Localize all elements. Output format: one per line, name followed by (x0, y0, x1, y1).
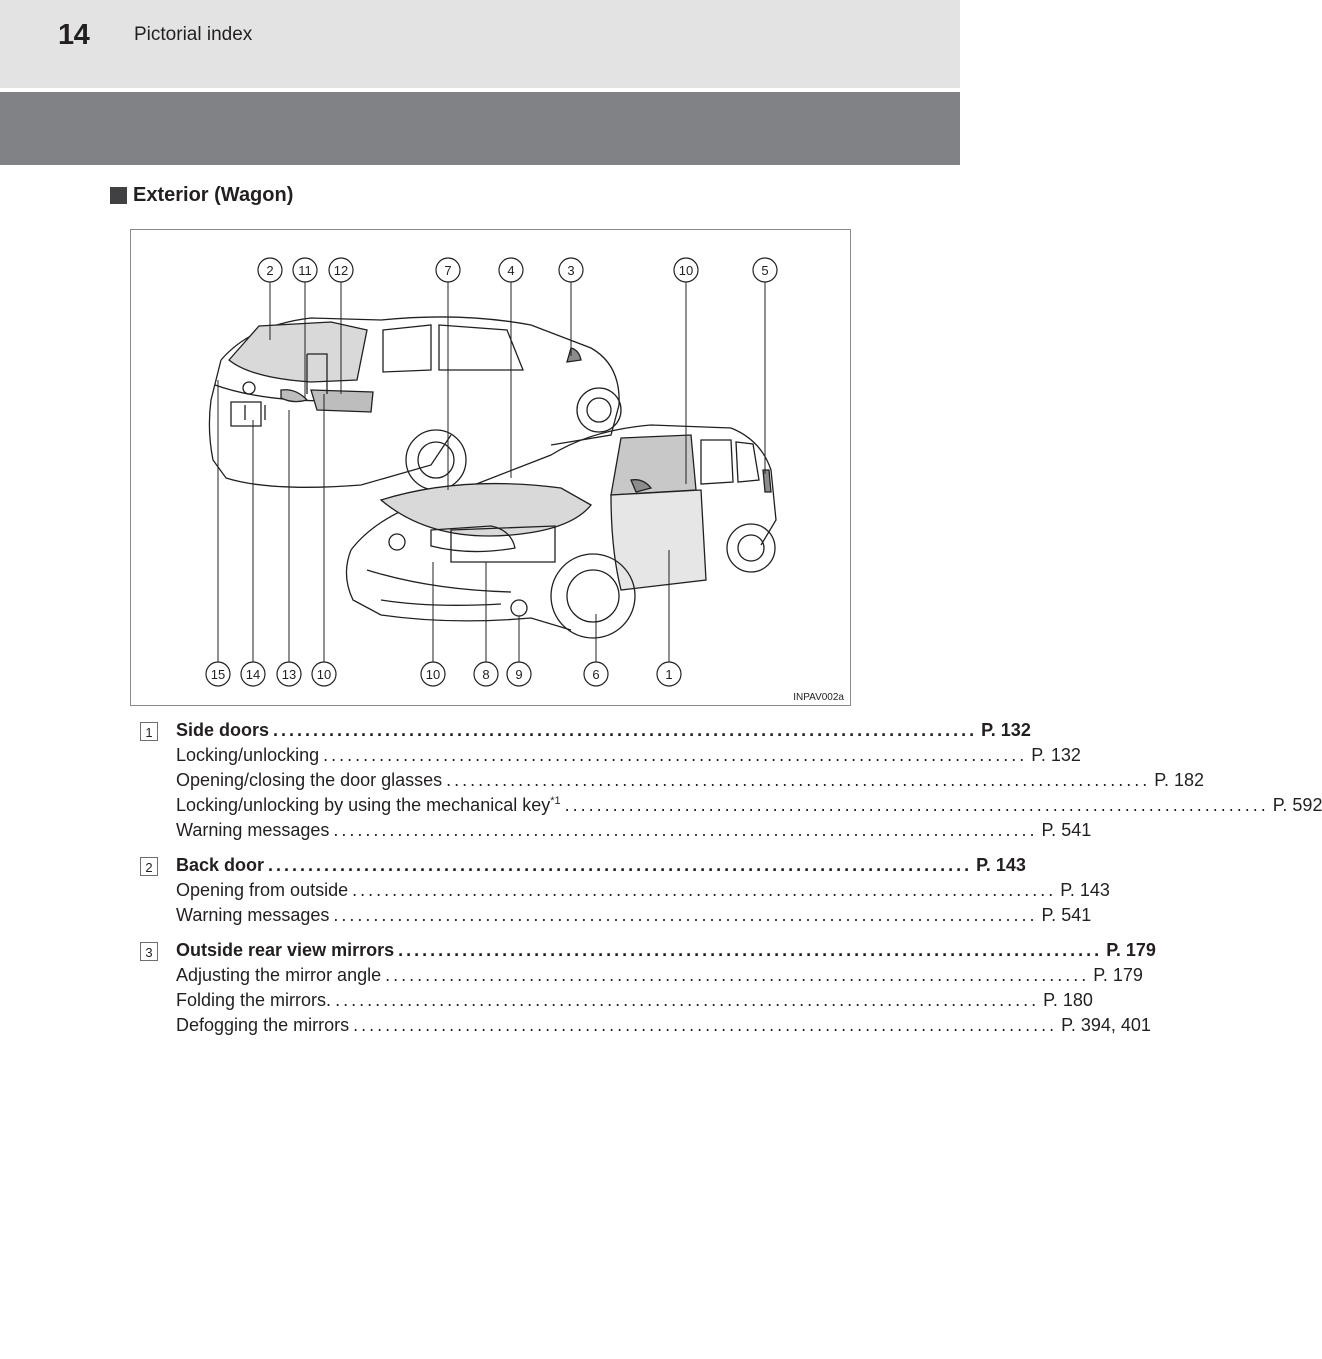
dot-leader: ........................................................................................ (323, 745, 1028, 765)
page-reference: P. 180 (1043, 990, 1093, 1010)
page-reference: P. 592 (1272, 795, 1322, 815)
entry-title-line (176, 720, 1031, 745)
callout-label: 13 (281, 667, 297, 682)
entry-item (176, 905, 1092, 930)
entry-list (140, 720, 1322, 1050)
page-number: 14 (58, 19, 90, 51)
callout-label: 10 (425, 667, 441, 682)
callout-label: 4 (507, 263, 515, 278)
item-label: Folding the mirrors. (176, 990, 332, 1010)
entry-item (176, 795, 1322, 820)
figure-code: INPAV002a (793, 692, 844, 703)
dot-leader: ........................................................................................ (333, 820, 1038, 840)
sub-heading (110, 184, 293, 207)
callout-label: 10 (678, 263, 694, 278)
page-reference: P. 132 (1031, 745, 1081, 765)
entry-back-door (140, 855, 1110, 930)
callout-label: 10 (316, 667, 332, 682)
callout-label: 9 (515, 667, 523, 682)
entry-item (176, 820, 1092, 845)
callout-label: 2 (266, 263, 274, 278)
entry-item (176, 770, 1204, 795)
entry-item (176, 745, 1081, 770)
footnote-mark: *1 (550, 795, 561, 807)
item-label-text: Locking/unlocking by using the mechanical key (176, 795, 551, 815)
vehicle-illustration (130, 229, 851, 706)
item-label: Opening/closing the door glasses (176, 770, 443, 790)
item-label: Defogging the mirrors (176, 1015, 350, 1035)
dot-leader: ........................................................................................ (564, 795, 1269, 815)
page-reference: P. 179 (1093, 965, 1143, 985)
entry-title-line (176, 940, 1156, 965)
entry-title: Outside rear view mirrors (176, 940, 395, 960)
entry-item (176, 990, 1093, 1015)
dot-leader: ........................................................................................ (273, 720, 978, 740)
chapter-band (0, 92, 960, 165)
entry-item (176, 965, 1143, 990)
entry-title-line (176, 855, 1026, 880)
item-label: Adjusting the mirror angle (176, 965, 382, 985)
dot-leader: ........................................................................................ (446, 770, 1151, 790)
dot-leader: ........................................................................................ (333, 905, 1038, 925)
page-reference: P. 541 (1041, 820, 1092, 840)
vehicle-drawing (131, 230, 852, 707)
entry-item (176, 880, 1110, 905)
dot-leader: ........................................................................................ (268, 855, 973, 875)
entry-title: Side doors (176, 720, 270, 740)
item-label: Warning messages (176, 820, 330, 840)
callout-label: 14 (245, 667, 261, 682)
heading-bullet-icon (110, 187, 127, 204)
callout-label: 7 (444, 263, 452, 278)
callout-label: 8 (482, 667, 490, 682)
page-reference: P. 143 (1060, 880, 1110, 900)
page-reference: P. 541 (1041, 905, 1092, 925)
page-reference: P. 179 (1106, 940, 1156, 960)
callout-label: 11 (298, 263, 312, 278)
item-label (176, 795, 561, 816)
entry-outside-mirrors (140, 940, 1156, 1040)
dot-leader: ........................................................................................ (398, 940, 1103, 960)
callout-label: 1 (665, 667, 673, 682)
heading-text: Exterior (Wagon) (133, 184, 294, 206)
callout-label: 5 (761, 263, 769, 278)
item-label: Warning messages (176, 905, 330, 925)
page-reference: P. 132 (981, 720, 1031, 740)
page-reference: P. 143 (976, 855, 1026, 875)
entry-number: 1 (140, 722, 158, 741)
entry-title: Back door (176, 855, 265, 875)
section-title: Pictorial index (134, 24, 253, 45)
dot-leader: ........................................................................................ (335, 990, 1040, 1010)
callout-label: 3 (567, 263, 575, 278)
entry-number: 2 (140, 857, 158, 876)
entry-number: 3 (140, 942, 158, 961)
callout-label: 6 (592, 667, 600, 682)
dot-leader: ........................................................................................ (352, 880, 1057, 900)
item-label: Locking/unlocking (176, 745, 320, 765)
dot-leader: ........................................................................................ (353, 1015, 1058, 1035)
page-reference: P. 394, 401 (1061, 1015, 1151, 1035)
callout-label: 15 (210, 667, 226, 682)
page-reference: P. 182 (1154, 770, 1204, 790)
callout-label: 12 (333, 263, 349, 278)
dot-leader: ........................................................................................ (385, 965, 1090, 985)
item-label: Opening from outside (176, 880, 349, 900)
entry-side-doors (140, 720, 1322, 845)
entry-item (176, 1015, 1151, 1040)
